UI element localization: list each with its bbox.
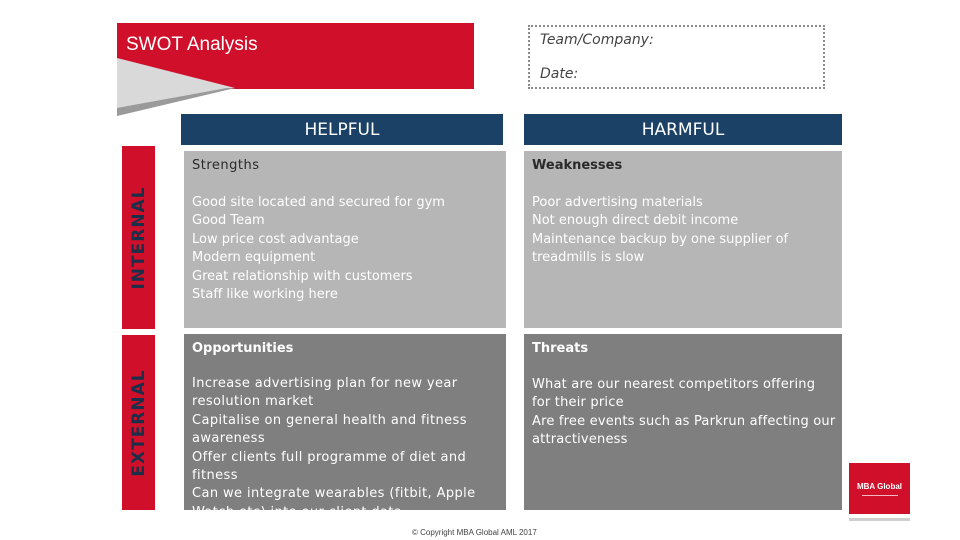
external-label-text: EXTERNAL	[128, 368, 149, 477]
logo-underline	[862, 495, 898, 496]
list-item: Great relationship with customers	[192, 268, 413, 284]
list-item: Good Team	[192, 213, 265, 229]
strengths-quadrant	[184, 151, 506, 328]
list-item: Not enough direct debit income	[532, 213, 739, 229]
list-item: Increase advertising plan for new year resolution market	[192, 376, 458, 410]
internal-row-label	[122, 146, 155, 329]
external-row-label	[122, 335, 155, 510]
threats-list	[532, 376, 836, 450]
list-item: Offer clients full programme of diet and fitness	[192, 449, 467, 484]
list-item: Low price cost advantage	[192, 231, 359, 247]
threats-title: Threats	[532, 341, 589, 356]
copyright-footer: © Copyright MBA Global AML 2017	[412, 528, 537, 537]
list-item: Staff like working here	[192, 287, 338, 303]
date-label: Date:	[540, 66, 579, 82]
strengths-title: Strengths	[192, 158, 260, 173]
list-item: Capitalise on general health and fitness awareness	[192, 412, 467, 447]
threats-quadrant	[524, 334, 842, 510]
strengths-list	[192, 194, 500, 304]
list-item: What are our nearest competitors offering for their price	[532, 377, 816, 411]
list-item: Modern equipment	[192, 250, 316, 266]
internal-label-text: INTERNAL	[128, 185, 149, 290]
weaknesses-title: Weaknesses	[532, 158, 623, 173]
helpful-header: HELPFUL	[181, 114, 503, 145]
list-item: Are free events such as Parkrun affecting our attractiveness	[532, 413, 836, 448]
team-company-label: Team/Company:	[540, 32, 654, 48]
list-item: Can we integrate wearables (fitbit, Apple Watch etc) into our client data	[192, 486, 476, 520]
weaknesses-quadrant	[524, 151, 842, 328]
harmful-header: HARMFUL	[524, 114, 842, 145]
list-item: Maintenance backup by one supplier of treadmills is slow	[532, 231, 789, 266]
weaknesses-list	[532, 194, 836, 268]
opportunities-list	[192, 375, 500, 522]
mba-global-logo	[849, 463, 910, 514]
logo-text: MBA Global	[856, 481, 903, 491]
list-item: Poor advertising materials	[532, 195, 703, 210]
page-title: SWOT Analysis	[126, 34, 258, 55]
opportunities-title: Opportunities	[192, 341, 294, 356]
list-item: Good site located and secured for gym	[192, 195, 445, 210]
opportunities-quadrant	[184, 334, 506, 520]
title-banner-shadow	[117, 58, 237, 118]
logo-tagline-bar	[849, 518, 910, 521]
